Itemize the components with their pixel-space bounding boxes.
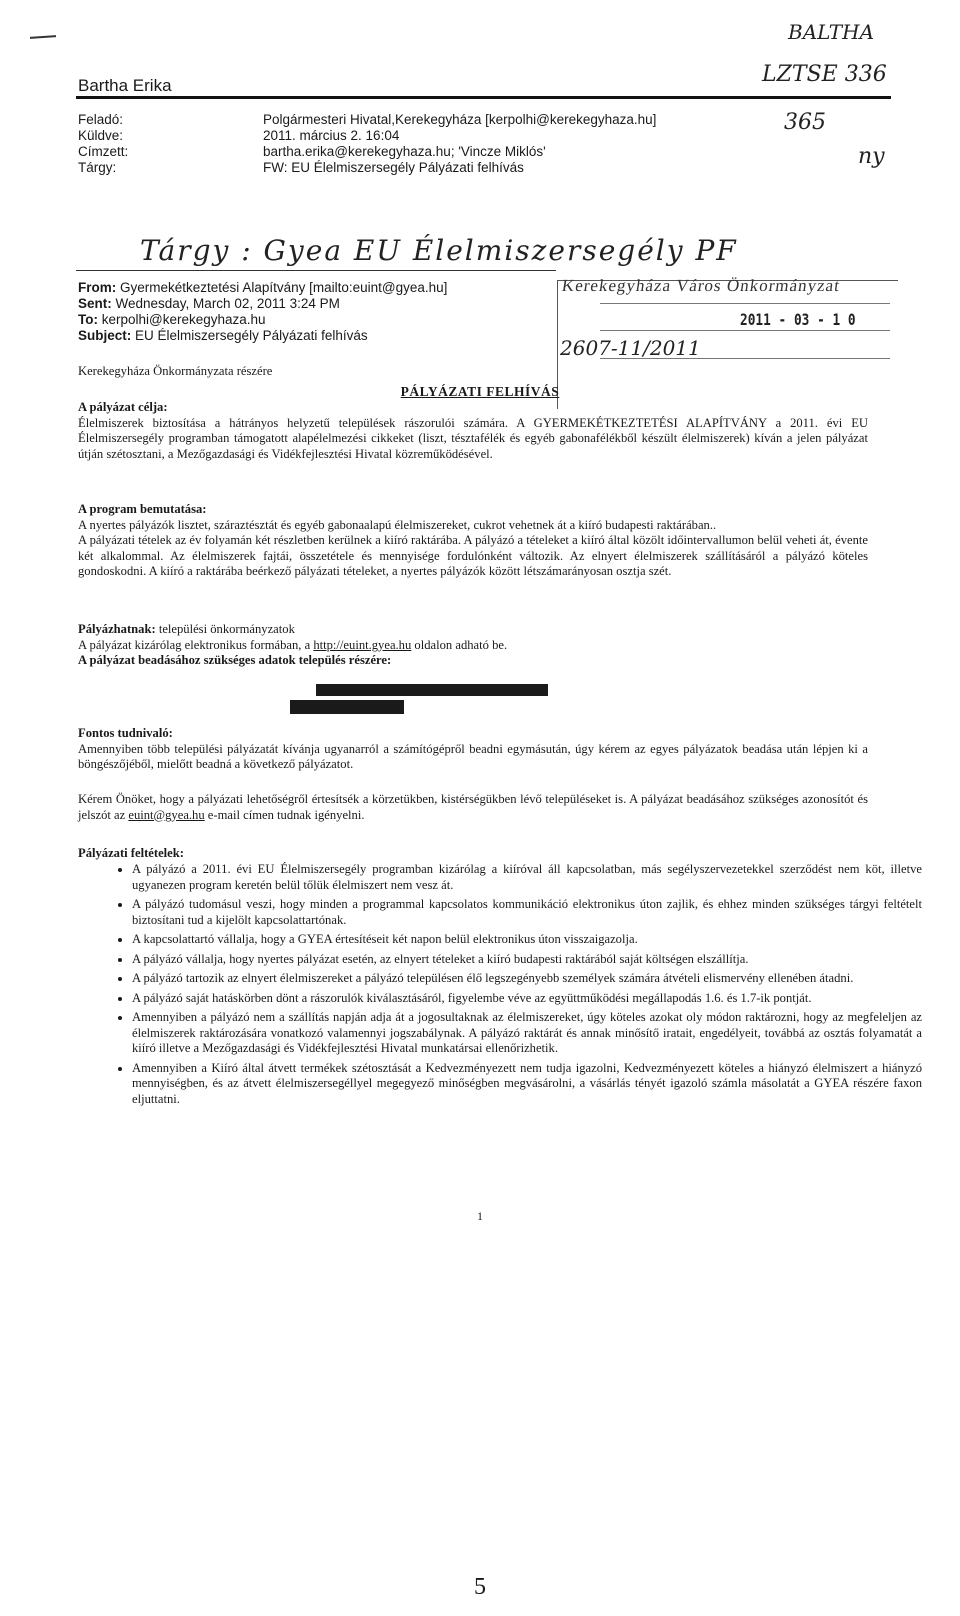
- submit-suffix: oldalon adható be.: [411, 637, 508, 652]
- header-field-sender: [78, 112, 656, 128]
- important-heading: Fontos tudnivaló:: [78, 726, 173, 740]
- submit-link[interactable]: http://euint.gyea.hu: [313, 637, 412, 652]
- inner-page-number: 1: [477, 1209, 483, 1223]
- handwritten-margin-mark: ny: [858, 144, 885, 169]
- important-text: Amennyiben több települési pályázatát kívánja ugyanarról a számítógépről beadni egymásután, úgy kérem az egyes pályázatok beadása után lépjen ki a böngészőjéből, mielőtt beadná a következő pályázatot.: [78, 741, 868, 771]
- redaction-bar: [316, 684, 548, 696]
- subject-value: EU Élelmiszersegély Pályázati felhívás: [135, 328, 368, 343]
- recipient-name: Bartha Erika: [78, 76, 172, 95]
- data-heading: A pályázat beadásához szükséges adatok település részére:: [78, 653, 392, 667]
- to-value: kerpolhi@kerekegyhaza.hu: [101, 312, 266, 327]
- handwritten-margin-number: 365: [784, 110, 826, 135]
- purpose-text: Élelmiszerek biztosítása a hátrányos helyzetű települések rászorulói számára. A GYERMEKÉTKEZTETÉSI ALAPÍTVÁNY a 2011. évi EU Élelmiszersegély programban támogatott alapélelmezési cikkeket (liszt, tésztafélék és egyéb gabonafélékből készült élelmiszerek) kíván a jelen pályázat útján szétosztani, a Mezőgazdasági és Vidékfejlesztési Hivatal közreműködésével.: [78, 415, 868, 461]
- program-text-2: A pályázati tételek az év folyamán két részletben kerülnek a kiíró raktárába. A pályázó a tételeket a kiíró által közölt időintervallumon belül veheti át, évente két alkalommal. Az élelmiszerek fajtái, összetétele és mennyisége fordulónként változik. Az elnyert élelmiszerek szállításáról a pályázó köteles gondoskodni. A kiíró a raktárába beérkező pályázati tételeket, a nyertes pályázók között létszámarányosan osztja szét.: [78, 533, 868, 578]
- program-text-1: A nyertes pályázók lisztet, száraztésztát és egyéb gabonaalapú élelmiszereket, cukrot vehetnek át a kiíró budapesti raktárában..: [78, 517, 717, 532]
- stamp-title: Kerekegyháza Város Önkormányzat: [560, 276, 842, 295]
- header-rule: [76, 96, 891, 99]
- footer-page-number: 5: [474, 1574, 486, 1600]
- scan-mark: [30, 35, 56, 39]
- handwritten-underline: [76, 270, 556, 271]
- list-item: • Amennyiben a Kiíró által átvett termékek szétosztását a Kedvezményezett nem tudja igazolni, Kedvezményezett köteles a hiányzó élelmiszert a hiányzó mennyiségben, és az átvett élelmiszersegéllyel megegyező minőségben megvásárolni, a vásárlás tényét igazoló számla másolatát a GYEA részére faxon eljuttatni.: [132, 1061, 922, 1108]
- sent-value: Wednesday, March 02, 2011 3:24 PM: [115, 296, 340, 311]
- field-label: Címzett:: [78, 144, 129, 159]
- field-value: bartha.erika@kerekegyhaza.hu; 'Vincze Miklós': [263, 144, 546, 159]
- from-value: Gyermekétkeztetési Alapítvány [mailto:euint@gyea.hu]: [120, 280, 448, 295]
- stamp-line: [600, 303, 890, 304]
- purpose-section: [78, 400, 868, 462]
- list-item: • A pályázó tudomásul veszi, hogy minden a programmal kapcsolatos kommunikáció elektronikus úton zajlik, és ehhez minden szükséges tárgyi feltételt biztosítani tud a kijelölt kapcsolattartónak.: [132, 897, 922, 928]
- conditions-heading: Pályázati feltételek:: [78, 846, 184, 860]
- redaction-bar: [290, 700, 404, 714]
- request-suffix: e-mail címen tudnak igényelni.: [204, 807, 365, 822]
- stamp-received-date: 2011 - 03 - 1 0: [740, 310, 856, 329]
- applicants-line: [78, 622, 868, 638]
- call-title-text: PÁLYÁZATI FELHÍVÁS: [400, 384, 560, 399]
- applicants-heading: Pályázhatnak:: [78, 622, 156, 636]
- field-value: Polgármesteri Hivatal,Kerekegyháza [kerpolhi@kerekegyhaza.hu]: [263, 112, 657, 127]
- program-heading: A program bemutatása:: [78, 502, 207, 516]
- applicants-text: települési önkormányzatok: [155, 622, 295, 636]
- header-field-to: [78, 144, 546, 160]
- from-label: From:: [78, 280, 117, 295]
- list-item: • A pályázó saját hatáskörben dönt a rászorulók kiválasztásáról, figyelembe véve az együttműködési megállapodás 1.6. és 1.7-ik pontját.: [132, 991, 922, 1007]
- email-subject: [78, 328, 368, 344]
- submit-prefix: A pályázat kizárólag elektronikus formában, a: [78, 637, 314, 652]
- field-label: Tárgy:: [78, 160, 117, 175]
- call-title: [0, 384, 960, 400]
- field-label: Küldve:: [78, 128, 124, 143]
- header-field-subject: [78, 160, 524, 176]
- field-label: Feladó:: [78, 112, 124, 127]
- handwritten-registry-number: 2607-11/2011: [560, 336, 701, 360]
- list-item: • A pályázó a 2011. évi EU Élelmiszersegély programban kizárólag a kiíróval áll kapcsolatban, más segélyszervezetekkel szerződést nem köt, illetve ugyanezen program keretén belül tőlük élelmiszert nem vesz át.: [132, 862, 922, 893]
- list-item: • A pályázó tartozik az elnyert élelmiszereket a pályázó településen élő legszegényebb személyek számára átvételi elismervény ellenében átadni.: [132, 971, 922, 987]
- email-from: [78, 280, 447, 296]
- to-label: To:: [78, 312, 98, 327]
- sent-label: Sent:: [78, 296, 112, 311]
- program-section: [78, 502, 868, 580]
- field-value: FW: EU Élelmiszersegély Pályázati felhívás: [263, 160, 524, 175]
- handwritten-reference: LZTSE 336: [762, 62, 887, 87]
- email-sent: [78, 296, 340, 312]
- addressee-line: Kerekegyháza Önkormányzata részére: [78, 364, 273, 378]
- list-item: • A pályázó vállalja, hogy nyertes pályázat esetén, az elnyert tételeket a kiíró budapesti raktárából saját költségen elszállítja.: [132, 952, 922, 968]
- list-item: • Amennyiben a pályázó nem a szállítás napján adja át a jogosultaknak az élelmiszereket, úgy köteles azokat oly módon raktározni, hogy az megfeleljen az élelmiszerek raktározására vonatkozó valamennyi jogszabálynak. A pályázó raktárát és annak minősítő iratait, engedélyeit, továbbá az osztás folyamatát a kiíró illetve a Mezőgazdasági és Vidékfejlesztési Hivatal munkatársai ellenőrizhetik.: [132, 1010, 922, 1057]
- purpose-heading: A pályázat célja:: [78, 400, 168, 414]
- list-item: • A kapcsolattartó vállalja, hogy a GYEA értesítéseit két napon belül elektronikus úton visszaigazolja.: [132, 932, 922, 948]
- handwritten-name: BALTHA: [788, 20, 875, 44]
- handwritten-subject-line: Tárgy : Gyea EU Élelmiszersegély PF: [140, 234, 738, 267]
- email-to: [78, 312, 266, 328]
- submit-line: [78, 638, 868, 654]
- subject-label: Subject:: [78, 328, 132, 343]
- header-field-sent: [78, 128, 399, 144]
- important-section: [78, 726, 868, 773]
- request-paragraph: [78, 792, 868, 823]
- stamp-line: [600, 330, 890, 331]
- field-value: 2011. március 2. 16:04: [263, 128, 400, 143]
- request-prefix: Kérem Önöket, hogy a pályázati lehetőségről értesítsék a körzetükben, kistérségükben lévő településeket is. A pályázat beadásához szükséges azonosítót és jelszót az: [78, 792, 868, 822]
- request-email-link[interactable]: euint@gyea.hu: [128, 807, 205, 822]
- conditions-list: [78, 862, 922, 1111]
- applicants-section: [78, 622, 868, 669]
